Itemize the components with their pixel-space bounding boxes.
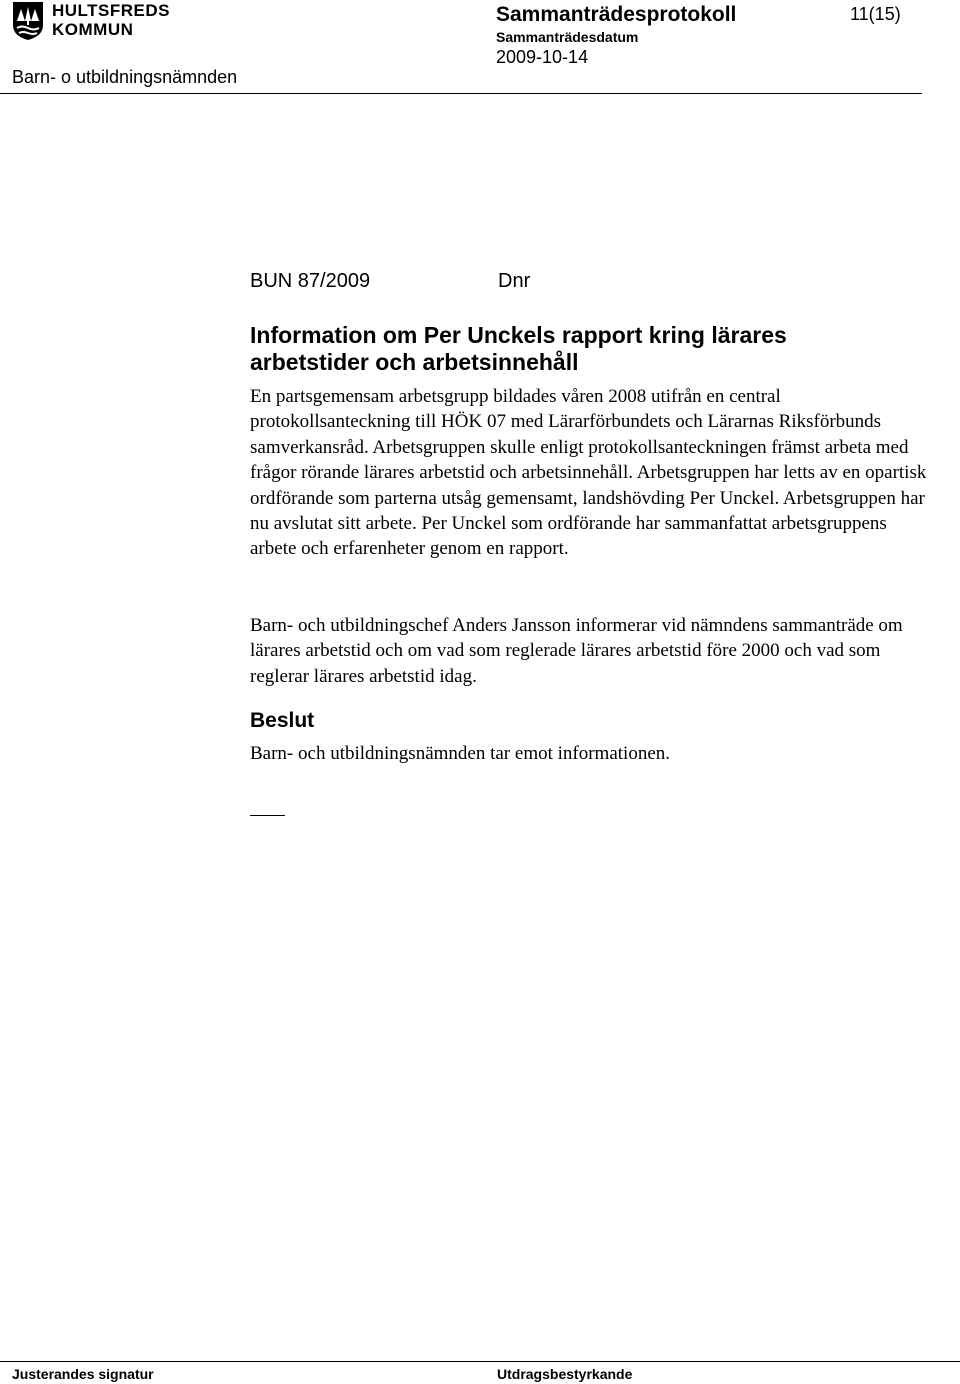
logo-wordmark bbox=[52, 1, 170, 39]
meeting-date-label: Sammanträdesdatum bbox=[496, 29, 639, 45]
end-of-section-rule bbox=[250, 815, 285, 816]
case-number: BUN 87/2009 bbox=[250, 270, 371, 292]
decision-heading: Beslut bbox=[250, 709, 315, 732]
header-divider bbox=[0, 93, 922, 94]
dnr-label: Dnr bbox=[498, 270, 531, 292]
municipality-logo bbox=[12, 1, 187, 43]
certification-label: Utdragsbestyrkande bbox=[497, 1366, 633, 1382]
signature-label: Justerandes signatur bbox=[12, 1366, 154, 1382]
committee-name: Barn- o utbildningsnämnden bbox=[12, 67, 238, 87]
section-heading: Information om Per Unckels rapport kring lärares arbetstider och arbetsinnehåll bbox=[250, 322, 787, 375]
meeting-date-value: 2009-10-14 bbox=[496, 47, 589, 67]
paragraph-background: En partsgemensam arbetsgrupp bildades våren 2008 utifrån en central protokollsanteckning till HÖK 07 med Lärarförbundets och Lärarnas Riksförbunds samverkansråd. Arbetsgruppen skulle enligt protokollsanteckningen främst arbeta med frågor rörande lärares arbetstid och arbetsinnehåll. Arbetsgruppen har letts av en opartisk ordförande som parterna utsåg gemensamt, landshövding Per Unckel. Arbetsgruppen har nu avslutat sitt arbete. Per Unckel som ordförande har sammanfattat arbetsgruppens arbete och erfarenheter genom en rapport. bbox=[250, 386, 927, 560]
logo-line-2: KOMMUN bbox=[52, 20, 134, 39]
municipality-emblem-icon bbox=[12, 1, 44, 41]
decision-text: Barn- och utbildningsnämnden tar emot informationen. bbox=[250, 743, 671, 764]
logo-line-1: HULTSFREDS bbox=[52, 1, 171, 20]
paragraph-information: Barn- och utbildningschef Anders Jansson informerar vid nämndens sammanträde om lärares arbetstid och om vad som reglerade lärares arbetstid före 2000 och vad som reglerar lärares arbetstid idag. bbox=[250, 615, 903, 687]
protocol-title: Sammanträdesprotokoll bbox=[496, 3, 737, 26]
page-number: 11(15) bbox=[850, 4, 901, 24]
footer-divider bbox=[0, 1361, 960, 1362]
